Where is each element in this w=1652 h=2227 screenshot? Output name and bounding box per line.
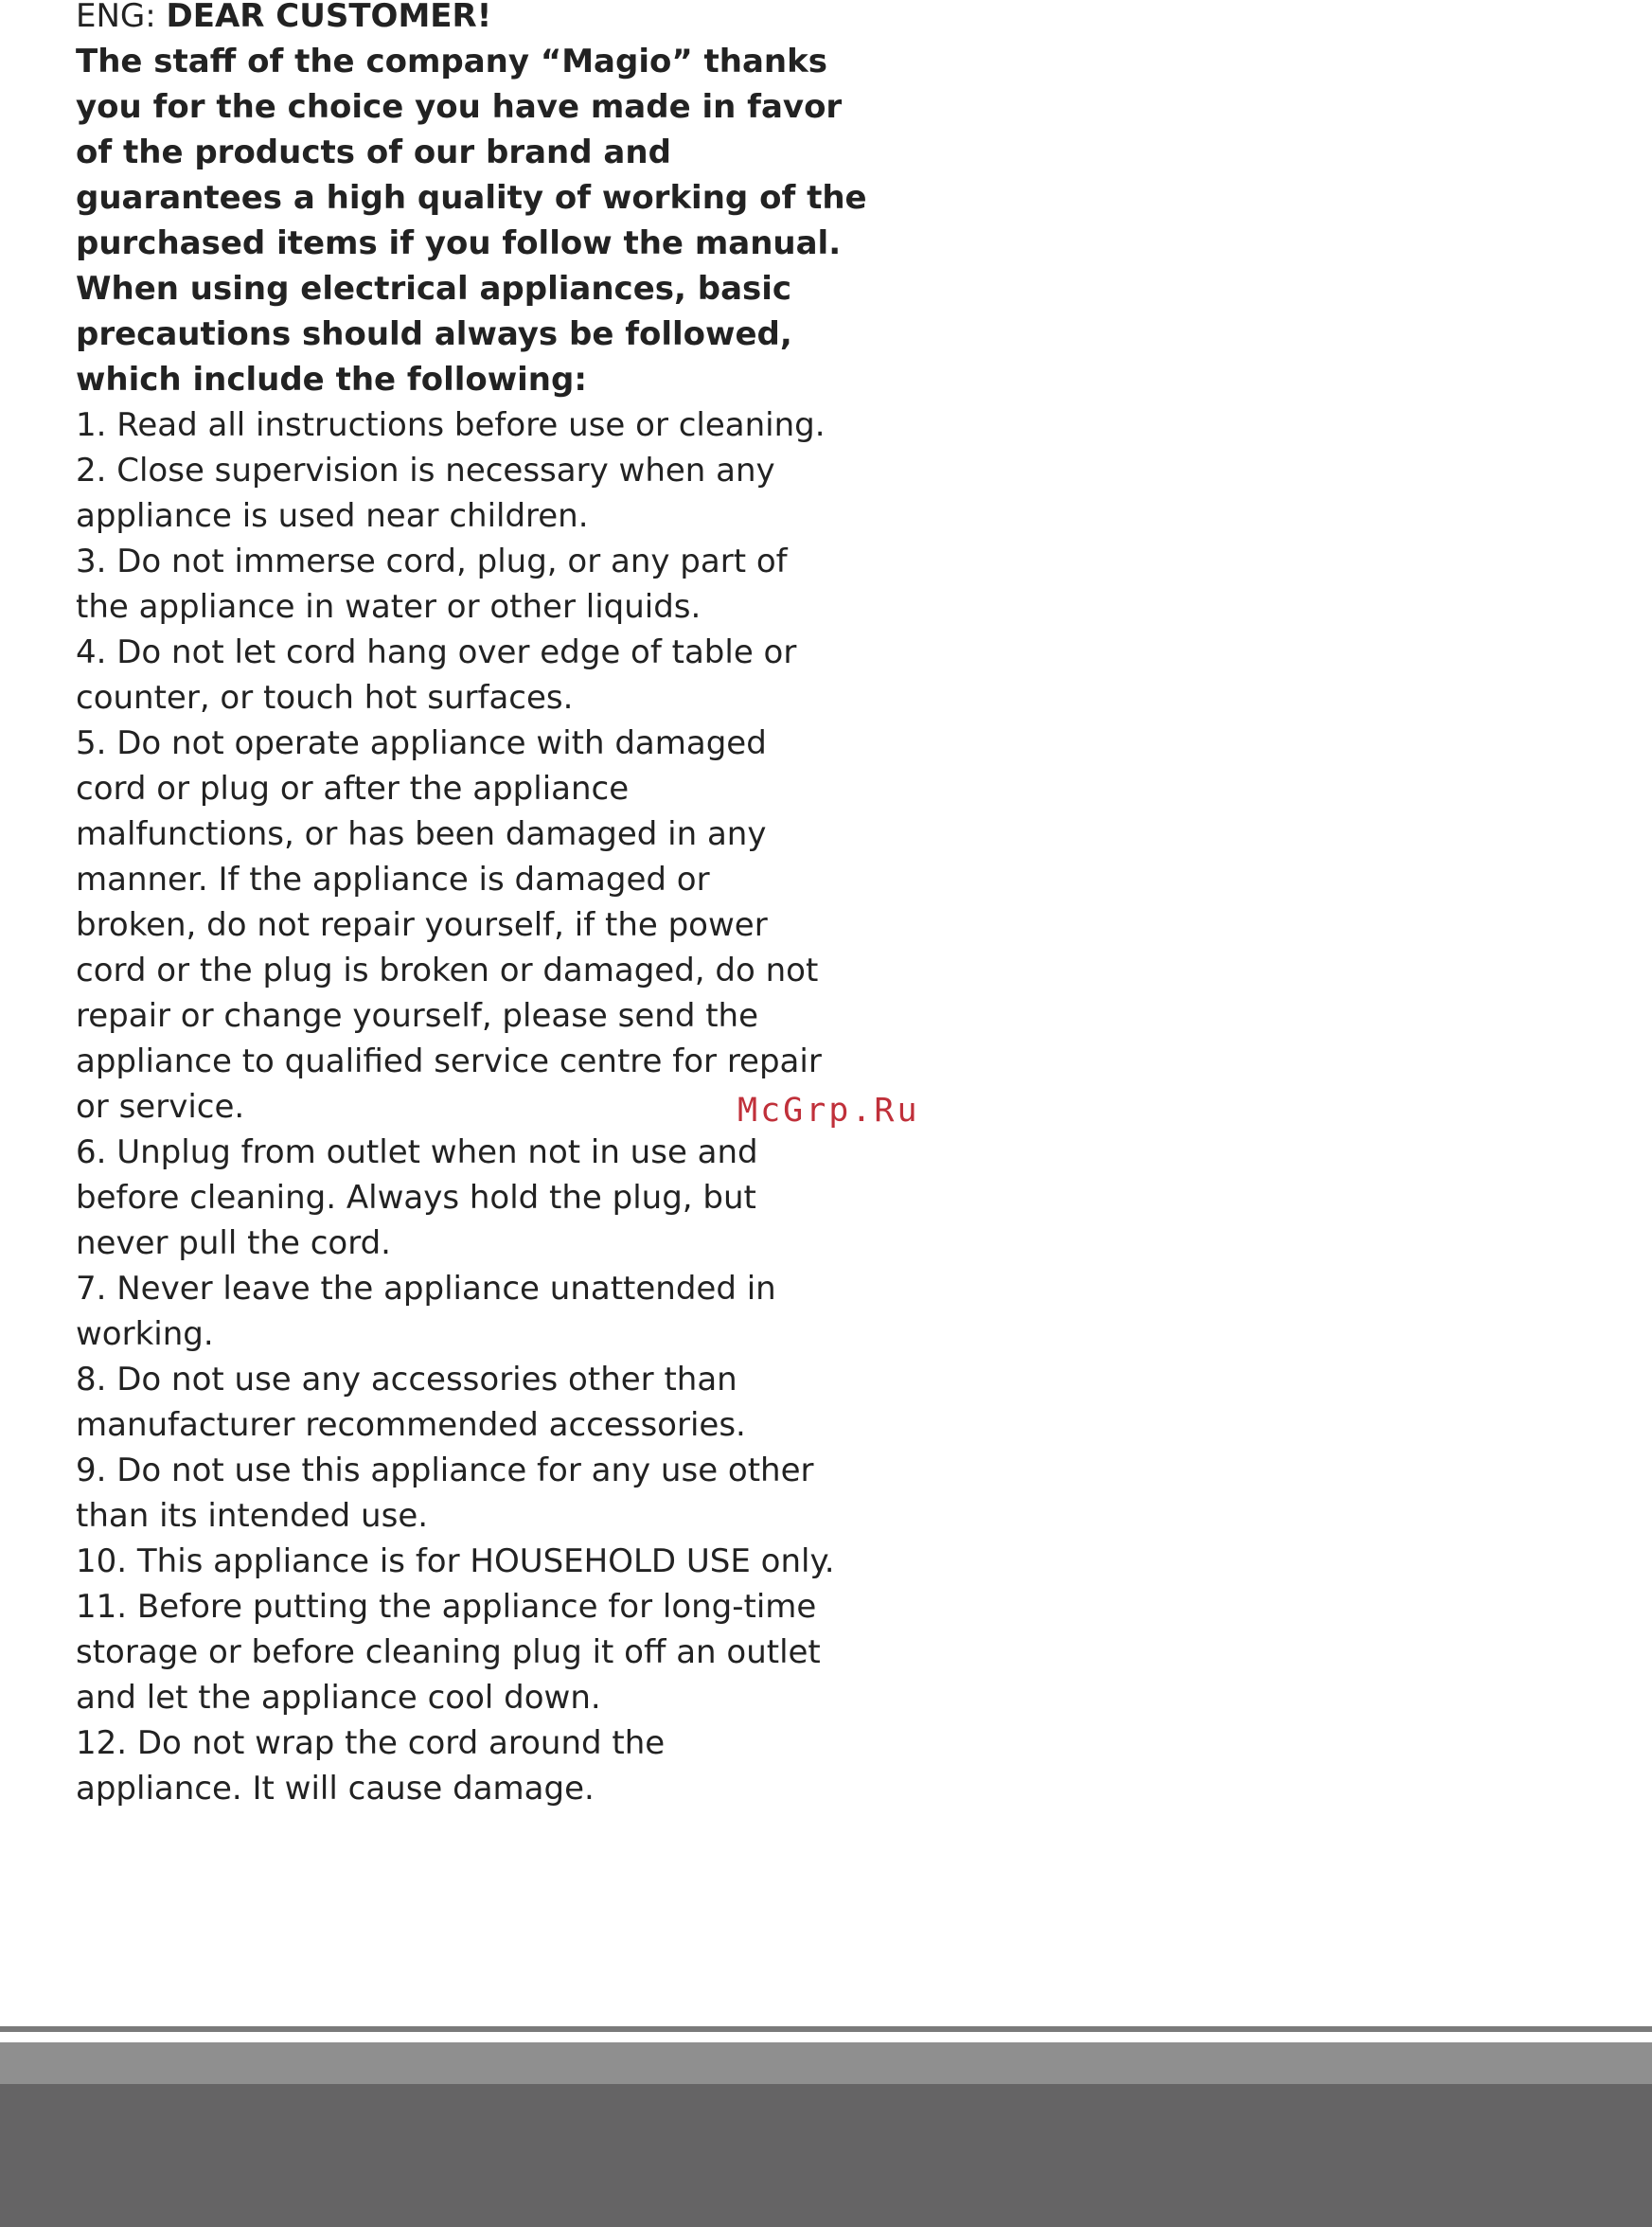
intro-line: which include the following: — [76, 361, 587, 399]
instruction-line: 11. Before putting the appliance for long-time — [76, 1588, 817, 1626]
instruction-line: 9. Do not use this appliance for any use other — [76, 1452, 814, 1489]
instruction-line: never pull the cord. — [76, 1224, 391, 1262]
intro-line: The staff of the company “Magio” thanks — [76, 43, 827, 80]
instruction-line: cord or plug or after the appliance — [76, 770, 630, 808]
language-prefix: ENG: — [76, 0, 167, 35]
instruction-line: 3. Do not immerse cord, plug, or any part of — [76, 543, 788, 580]
instruction-line: 2. Close supervision is necessary when any — [76, 452, 775, 490]
instruction-line: 8. Do not use any accessories other than — [76, 1361, 737, 1399]
intro-line: precautions should always be followed, — [76, 315, 792, 353]
instruction-line: or service. — [76, 1088, 245, 1126]
footer-light-band — [0, 2042, 1652, 2084]
instruction-line: 1. Read all instructions before use or cleaning. — [76, 406, 826, 444]
manual-text — [76, 0, 867, 1811]
instruction-line: 12. Do not wrap the cord around the — [76, 1724, 666, 1762]
instruction-line: cord or the plug is broken or damaged, do not — [76, 952, 819, 989]
instruction-line: before cleaning. Always hold the plug, but — [76, 1179, 756, 1217]
instruction-line: malfunctions, or has been damaged in any — [76, 815, 767, 853]
instruction-line: 10. This appliance is for HOUSEHOLD USE only. — [76, 1542, 835, 1580]
intro-line: you for the choice you have made in favor — [76, 88, 843, 126]
instruction-line: appliance. It will cause damage. — [76, 1770, 595, 1808]
instruction-line: repair or change yourself, please send the — [76, 997, 759, 1035]
instruction-line: broken, do not repair yourself, if the power — [76, 906, 768, 944]
instruction-line: working. — [76, 1315, 214, 1353]
instruction-line: than its intended use. — [76, 1497, 429, 1535]
footer-dark-band — [0, 2084, 1652, 2227]
instruction-line: appliance to qualified service centre for repair — [76, 1042, 822, 1080]
instruction-line: manner. If the appliance is damaged or — [76, 861, 710, 899]
intro-line: purchased items if you follow the manual. — [76, 224, 842, 262]
watermark-text: McGrp.Ru — [737, 1092, 920, 1130]
intro-line: of the products of our brand and — [76, 134, 671, 171]
heading-line — [76, 0, 833, 39]
instruction-line: 6. Unplug from outlet when not in use and — [76, 1133, 758, 1171]
instruction-line: storage or before cleaning plug it off an outlet — [76, 1633, 821, 1671]
instruction-line: 5. Do not operate appliance with damaged — [76, 724, 767, 762]
heading-title: DEAR CUSTOMER! — [166, 0, 492, 35]
instruction-line: appliance is used near children. — [76, 497, 589, 535]
intro-line: When using electrical appliances, basic — [76, 270, 792, 308]
instruction-line: and let the appliance cool down. — [76, 1679, 601, 1717]
instruction-line: the appliance in water or other liquids. — [76, 588, 702, 626]
instruction-line: counter, or touch hot surfaces. — [76, 679, 574, 717]
footer-divider — [0, 2026, 1652, 2032]
instruction-line: 7. Never leave the appliance unattended in — [76, 1270, 776, 1308]
intro-line: guarantees a high quality of working of the — [76, 179, 867, 217]
instruction-line: manufacturer recommended accessories. — [76, 1406, 746, 1444]
instruction-line: 4. Do not let cord hang over edge of table or — [76, 633, 797, 671]
